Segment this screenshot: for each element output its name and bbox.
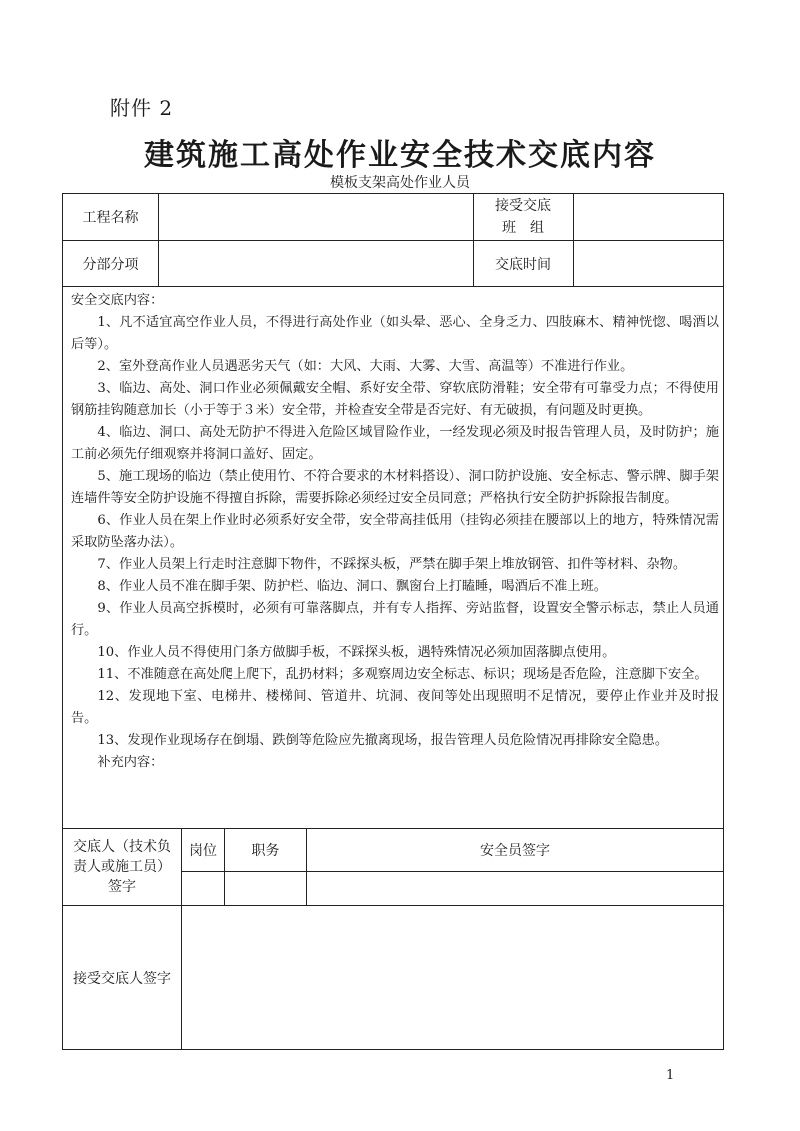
content-item-7: 7、作业人员架上行走时注意脚下物件，不踩探头板，严禁在脚手架上堆放钢管、扣件等材料、杂物。 (97, 557, 687, 572)
supplement-label: 补充内容： (97, 755, 164, 770)
page-number: 1 (666, 1068, 675, 1083)
disclosure-form (62, 193, 724, 1050)
recipient-team-label-line1: 接受交底 (495, 198, 551, 214)
disclosure-content (71, 290, 719, 774)
content-item-11: 11、不准随意在高处爬上爬下，乱扔材料；多观察周边安全标志、标识；现场是否危险，注意脚下安全。 (97, 667, 708, 682)
recipient-signature-label: 接受交底人签字 (73, 970, 171, 987)
recipient-team-field[interactable] (574, 194, 723, 240)
safety-officer-signature-field[interactable] (307, 872, 723, 905)
safety-officer-signature-label: 安全员签字 (480, 843, 550, 859)
recipient-team-label-line2: 班 组 (502, 220, 544, 236)
content-item-1: 1、凡不适宜高空作业人员，不得进行高处作业（如头晕、恶心、全身乏力、四肢麻木、精神恍惚、喝酒以后等）。 (71, 315, 719, 352)
content-item-12: 12、发现地下室、电梯井、楼梯间、管道井、坑洞、夜间等处出现照明不足情况，要停止作业并及时报告。 (71, 689, 719, 726)
rule-header-bottom (63, 286, 723, 287)
content-item-3: 3、临边、高处、洞口作业必须佩戴安全帽、系好安全带、穿软底防滑鞋；安全带有可靠受力点；不得使用钢筋挂钩随意加长（小于等于３米）安全带，并检查安全带是否完好、有无破损，有问题及时更换。 (71, 381, 719, 418)
content-item-2: 2、室外登高作业人员遇恶劣天气（如：大风、大雨、大雾、大雪、高温等）不准进行作业。 (97, 359, 634, 374)
duty-label: 职务 (251, 843, 280, 859)
disclosure-time-field[interactable] (574, 241, 723, 286)
document-subtitle: 模板支架高处作业人员 (330, 175, 470, 191)
content-item-8: 8、作业人员不准在脚手架、防护栏、临边、洞口、飘窗台上打瞌睡，喝酒后不准上班。 (97, 579, 607, 594)
discloser-label-line3: 签字 (108, 879, 136, 895)
position-field[interactable] (182, 872, 224, 905)
content-item-10: 10、作业人员不得使用门条方做脚手板，不踩探头板，遇特殊情况必须加固落脚点使用。 (97, 645, 616, 660)
sub-project-field[interactable] (159, 241, 473, 286)
content-item-13: 13、发现作业现场存在倒塌、跌倒等危险应先撤离现场，报告管理人员危险情况再排除安全隐患。 (97, 733, 669, 748)
content-item-5: 5、施工现场的临边（禁止使用竹、不符合要求的木材料搭设）、洞口防护设施、安全标志、警示牌、脚手架连墙件等安全防护设施不得擅自拆除，需要拆除必须经过安全员同意；严格执行安全防护拆除报告制度。 (71, 469, 719, 506)
discloser-label-line2: 责人或施工员） (73, 859, 171, 875)
disclosure-time-label: 交底时间 (495, 256, 551, 273)
document-title: 建筑施工高处作业安全技术交底内容 (144, 138, 656, 173)
attachment-label: 附件 2 (110, 96, 174, 120)
duty-field[interactable] (225, 872, 306, 905)
content-heading: 安全交底内容： (71, 293, 164, 308)
position-label: 岗位 (189, 843, 217, 859)
content-item-9: 9、作业人员高空拆模时，必须有可靠落脚点，并有专人指挥、旁站监督，设置安全警示标志，禁止人员通行。 (71, 601, 719, 638)
content-item-4: 4、临边、洞口、高处无防护不得进入危险区域冒险作业，一经发现必须及时报告管理人员，及时防护；施工前必须先仔细观察并将洞口盖好、固定。 (71, 425, 719, 462)
recipient-team-label (473, 194, 573, 240)
discloser-signature-label (63, 829, 181, 905)
recipient-signature-field[interactable] (182, 906, 723, 1049)
project-name-label: 工程名称 (82, 210, 139, 226)
discloser-label-line1: 交底人（技术负 (73, 839, 171, 855)
content-item-6: 6、作业人员在架上作业时必须系好安全带，安全带高挂低用（挂钩必须挂在腰部以上的地方，特殊情况需采取防坠落办法）。 (71, 513, 719, 550)
project-name-field[interactable] (159, 194, 473, 240)
sub-project-label: 分部分项 (82, 256, 139, 273)
